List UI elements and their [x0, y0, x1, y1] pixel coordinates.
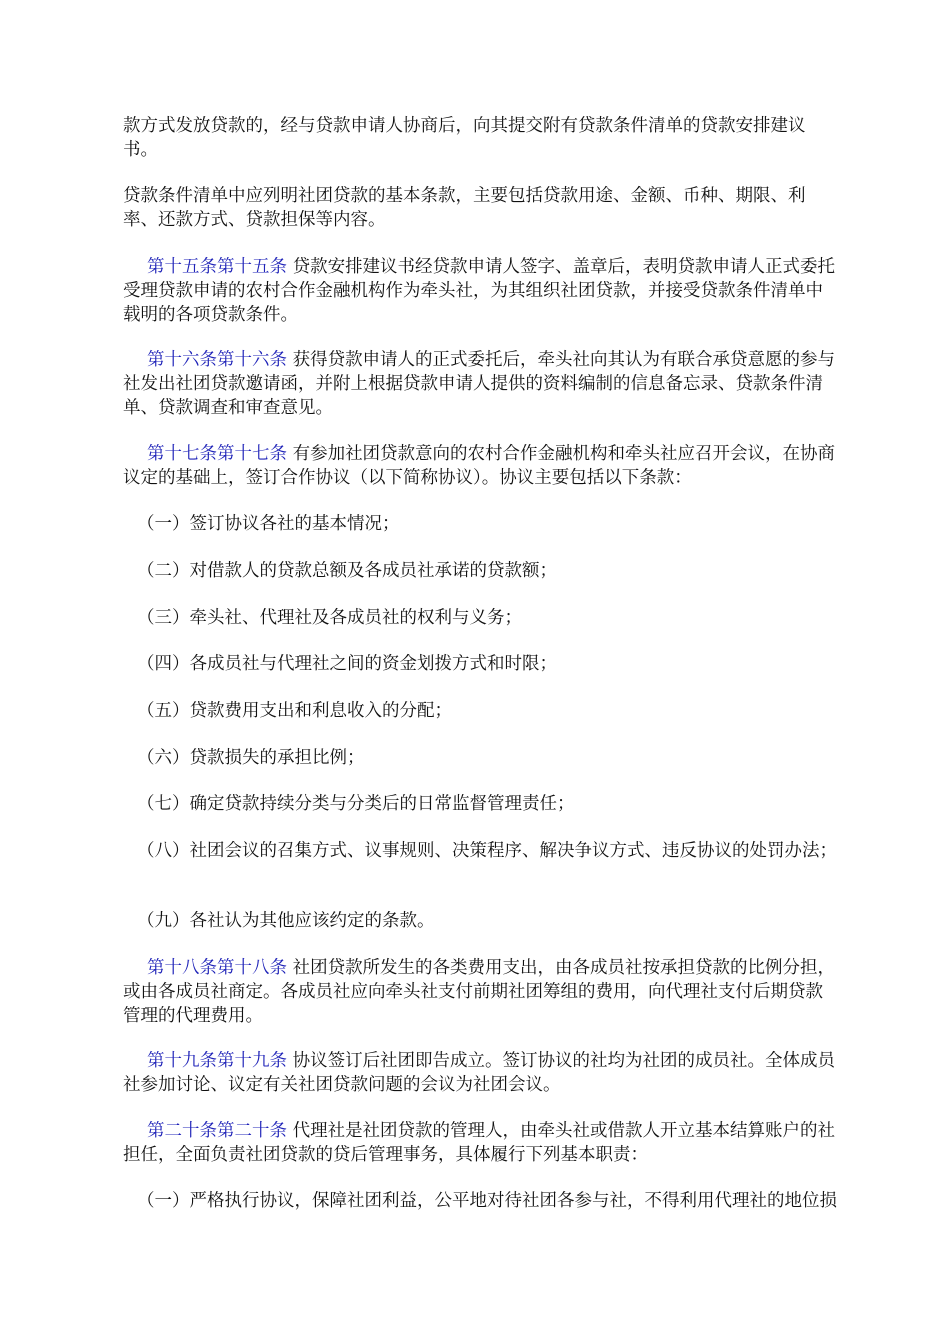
article-19-text: 协议签订后社团即告成立。签订协议的社均为社团的成员社。全体成员社参加讨论、议定有关社团贷款问题的会议为社团会议。 — [123, 1051, 836, 1095]
article-16-heading: 第十六条第十六条 — [147, 350, 287, 370]
article-20-text: 代理社是社团贷款的管理人，由牵头社或借款人开立基本结算账户的社担任，全面负责社团贷款的贷后管理事务，具体履行下列基本职责： — [123, 1121, 836, 1165]
article-18 — [123, 956, 838, 1028]
article-20-heading: 第二十条第二十条 — [147, 1121, 287, 1141]
article-15 — [123, 255, 838, 327]
article-19 — [123, 1049, 838, 1097]
article-17-text: 有参加社团贷款意向的农村合作金融机构和牵头社应召开会议，在协商议定的基础上，签订合作协议（以下简称协议）。协议主要包括以下条款： — [123, 444, 836, 488]
list-item: （八）社团会议的召集方式、议事规则、决策程序、解决争议方式、违反协议的处罚办法； — [137, 841, 837, 861]
paragraph-loan-terms: 贷款条件清单中应列明社团贷款的基本条款，主要包括贷款用途、金额、币种、期限、利率、还款方式、贷款担保等内容。 — [123, 186, 806, 230]
list-item: （九）各社认为其他应该约定的条款。 — [137, 911, 435, 931]
list-item: （五）贷款费用支出和利息收入的分配； — [137, 701, 452, 721]
article-19-heading: 第十九条第十九条 — [147, 1051, 287, 1071]
article-16 — [123, 348, 838, 420]
article-18-heading: 第十八条第十八条 — [147, 958, 287, 978]
paragraph-continuation: 款方式发放贷款的，经与贷款申请人协商后，向其提交附有贷款条件清单的贷款安排建议书。 — [123, 116, 806, 160]
article-17 — [123, 442, 838, 490]
list-item: （四）各成员社与代理社之间的资金划拨方式和时限； — [137, 654, 557, 674]
article-15-text: 贷款安排建议书经贷款申请人签字、盖章后，表明贷款申请人正式委托受理贷款申请的农村合作金融机构作为牵头社，为其组织社团贷款，并接受贷款条件清单中载明的各项贷款条件。 — [123, 257, 836, 325]
list-item: （七）确定贷款持续分类与分类后的日常监督管理责任； — [137, 794, 575, 814]
list-item-duty: （一）严格执行协议，保障社团利益，公平地对待社团各参与社，不得利用代理社的地位损 — [137, 1191, 837, 1211]
list-item: （一）签订协议各社的基本情况； — [137, 514, 400, 534]
article-20 — [123, 1119, 838, 1167]
list-item: （二）对借款人的贷款总额及各成员社承诺的贷款额； — [137, 561, 557, 581]
article-18-text: 社团贷款所发生的各类费用支出，由各成员社按承担贷款的比例分担，或由各成员社商定。各成员社应向牵头社支付前期社团筹组的费用，向代理社支付后期贷款管理的代理费用。 — [123, 958, 836, 1026]
list-item: （三）牵头社、代理社及各成员社的权利与义务； — [137, 608, 522, 628]
list-item: （六）贷款损失的承担比例； — [137, 748, 365, 768]
article-16-text: 获得贷款申请人的正式委托后，牵头社向其认为有联合承贷意愿的参与社发出社团贷款邀请函，并附上根据贷款申请人提供的资料编制的信息备忘录、贷款条件清单、贷款调查和审查意见。 — [123, 350, 836, 418]
article-17-heading: 第十七条第十七条 — [147, 444, 287, 464]
article-15-heading: 第十五条第十五条 — [147, 257, 287, 277]
